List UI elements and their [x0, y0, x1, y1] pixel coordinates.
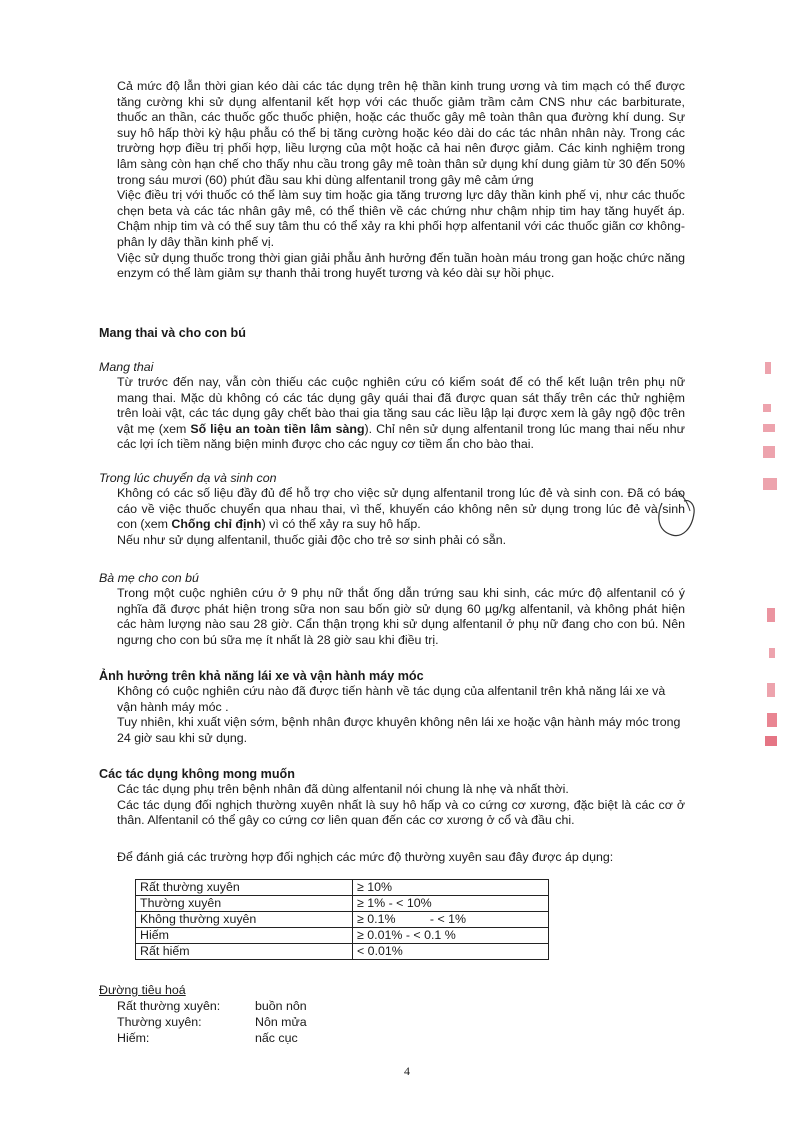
pregnancy-text-b: ). Chỉ nên sử dụng alfentanil trong lúc mang thai nếu như các lợi ích tiềm năng biện minh được cho các nguy cơ tiềm ẩn cho bào thai.: [117, 421, 685, 452]
frequency-intro: Để đánh giá các trường hợp đối nghịch các mức độ thường xuyên sau đây được áp dụng:: [117, 850, 614, 864]
list-item: [117, 998, 307, 1014]
intro-paragraph-2: Việc điều trị với thuốc có thể làm suy tim hoặc gia tăng trương lực dây thần kinh phế vị, như các thuốc chẹn beta và các tác nhân gây mê, có thể thiên về các chứng như chậm nhịp tim hay tăng huyết áp. Chậm nhịp tim và có thể suy tâm thu có thể xảy ra khi phối hợp alfentanil với các thuốc giãn cơ không-phân ly dây thần kinh phế vị.: [117, 188, 685, 249]
subheading-nursing: Bà mẹ cho con bú: [99, 571, 199, 585]
table-cell-value: ≥ 1% - < 10%: [353, 896, 549, 912]
list-item-label: Hiếm:: [117, 1031, 150, 1045]
labour-text-b: ) vì có thể xảy ra suy hô hấp.: [261, 517, 421, 532]
table-row: [136, 928, 549, 944]
labour-text: [117, 486, 685, 548]
list-item-label: Rất thường xuyên:: [117, 999, 221, 1013]
signature-scribble-icon: [648, 483, 708, 543]
labour-text-a: Không có các số liệu đầy đủ để hỗ trợ cho việc sử dụng alfentanil trong lúc đẻ và sinh con. Đã có báo cáo về việc thuốc chuyển qua nhau thai, vì thế, khuyến cáo không nên sử dụng trong lúc đẻ và sinh con (xem: [117, 486, 685, 532]
table-cell-label: Không thường xuyên: [136, 912, 353, 928]
table-cell-value: < 0.01%: [353, 944, 549, 960]
list-item-value: Nôn mửa: [255, 1015, 307, 1029]
pregnancy-text-a: Từ trước đến nay, vẫn còn thiếu các cuộc nghiên cứu có kiểm soát để có thể kết luận trên phụ nữ mang thai. Mặc dù không có các tác dụng gây quái thai đã được quan sát thấy trên các thử nghiệm trên loài vật, các tác dụng gây chết bào thai gia tăng sau các liều lập lại được xem là gây ngộ độc trên vật mẹ (xem: [117, 375, 685, 436]
table-row: [136, 912, 549, 928]
list-item-value: buồn nôn: [255, 999, 307, 1013]
list-item: [117, 1014, 307, 1030]
table-row: [136, 896, 549, 912]
table-row: [136, 880, 549, 896]
table-cell-label: Thường xuyên: [136, 896, 353, 912]
table-cell-value: ≥ 10%: [353, 880, 549, 896]
list-item: [117, 1030, 307, 1046]
intro-paragraph-3: Việc sử dụng thuốc trong thời gian giải phẫu ảnh hưởng đến tuần hoàn máu trong gan hoặc chức năng enzym có thể làm giảm sự thanh thải trong huyết tương và kéo dài sự hồi phục.: [117, 250, 685, 281]
nursing-paragraph: Trong một cuộc nghiên cứu ở 9 phụ nữ thắt ống dẫn trứng sau khi sinh, các mức độ alfentanil có ý nghĩa đã được phát hiện trong sữa non sau bốn giờ sử dụng 60 µg/kg alfentanil, và không phát hiện các hàm lượng nào sau 28 giờ. Cẩn thận trọng khi sử dụng alfentanil ở phụ nữ đang cho con bú. Nên ngưng cho con bú sữa mẹ ít nhất là 28 giờ sau khi điều trị.: [117, 586, 685, 647]
table-cell-value: ≥ 0.1% - < 1%: [353, 912, 549, 928]
intro-section: [117, 79, 685, 282]
subheading-labour: Trong lúc chuyển dạ và sinh con: [99, 471, 277, 485]
list-item-label: Thường xuyên:: [117, 1015, 202, 1029]
list-item-value: nấc cục: [255, 1031, 298, 1045]
labour-text-c: Nếu như sử dụng alfentanil, thuốc giải độc cho trẻ sơ sinh phải có sẵn.: [117, 532, 507, 547]
driving-paragraph-2: Tuy nhiên, khi xuất viện sớm, bệnh nhân được khuyên không nên lái xe hoặc vận hành máy móc trong 24 giờ sau khi sử dụng.: [117, 715, 681, 745]
table-cell-label: Rất thường xuyên: [136, 880, 353, 896]
adverse-paragraph-2: Các tác dụng đối nghịch thường xuyên nhất là suy hô hấp và co cứng cơ xương, đặc biệt là các cơ ở thân. Alfentanil có thể gây co cứng cơ liên quan đến các cơ xương ở cổ và đầu chi.: [117, 797, 685, 828]
section-heading-adverse: Các tác dụng không mong muốn: [99, 767, 295, 781]
pregnancy-text: [117, 375, 685, 453]
driving-text: [117, 684, 685, 746]
frequency-table: [135, 879, 549, 960]
driving-paragraph-1: Không có cuộc nghiên cứu nào đã được tiến hành về tác dụng của alfentanil trên khả năng lái xe và vận hành máy móc .: [117, 684, 666, 714]
table-cell-label: Rất hiếm: [136, 944, 353, 960]
nursing-text: [117, 586, 685, 648]
adverse-text: [117, 782, 685, 829]
pregnancy-link-preclinical: Số liệu an toàn tiền lâm sàng: [190, 421, 365, 436]
table-row: [136, 944, 549, 960]
table-cell-value: ≥ 0.01% - < 0.1 %: [353, 928, 549, 944]
page-number: 4: [404, 1064, 410, 1078]
section-heading-pregnancy: Mang thai và cho con bú: [99, 326, 246, 340]
adverse-paragraph-1: Các tác dụng phụ trên bệnh nhân đã dùng alfentanil nói chung là nhẹ và nhất thời.: [117, 782, 569, 796]
gi-list: [117, 998, 307, 1046]
section-heading-driving: Ảnh hưởng trên khả năng lái xe và vận hành máy móc: [99, 669, 424, 683]
table-cell-label: Hiếm: [136, 928, 353, 944]
subheading-pregnancy: Mang thai: [99, 360, 154, 374]
red-stamp-marks-icon: [757, 358, 787, 758]
labour-link-contraindications: Chống chỉ định: [171, 517, 262, 532]
subheading-gi: Đường tiêu hoá: [99, 983, 186, 997]
intro-paragraph-1: Cả mức độ lẫn thời gian kéo dài các tác dụng trên hệ thần kinh trung ương và tim mạch có thể được tăng cường khi sử dụng alfentanil kết hợp với các thuốc giảm trầm cảm CNS như các barbiturate, thuốc an thần, các thuốc gốc thuốc phiện, hoặc các thuốc gây mê toàn thân qua đường khí dung. Sự suy hô hấp thời kỳ hậu phẫu có thể bị tăng cường hoặc kéo dài do các tác nhân nhân này. Trong các trường hợp điều trị phối hợp, liều lượng của một hoặc cả hai nên được giảm. Các kinh nghiệm trong lâm sàng còn hạn chế cho thấy nhu cầu trong gây mê toàn thân sử dụng khí dung giảm từ 30 đến 50% trong sáu mươi (60) phút đầu sau khi dùng alfentanil trong gây mê cảm ứng: [117, 79, 685, 187]
